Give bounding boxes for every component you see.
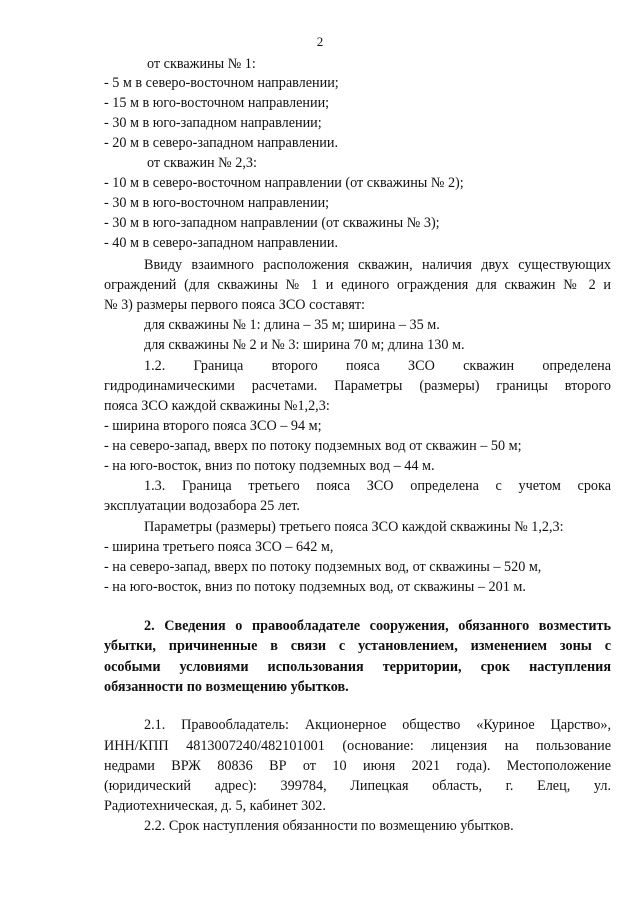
text-line: - 40 м в северо-западном направлении.: [104, 235, 339, 251]
text-line: эксплуатации водозабора 25 лет.: [104, 498, 300, 514]
text-line: (юридический адрес): 399784, Липецкая область, г. Елец, ул.: [104, 778, 611, 794]
text-line: пояса ЗСО каждой скважины №1,2,3:: [104, 398, 330, 414]
text-line: Параметры (размеры) третьего пояса ЗСО каждой скважины № 1,2,3:: [144, 519, 564, 535]
text-line: Радиотехническая, д. 5, кабинет 302.: [104, 798, 326, 814]
text-line: - 30 м в юго-восточном направлении;: [104, 195, 330, 211]
text-line: - 30 м в юго-западном направлении;: [104, 115, 322, 131]
text-line: - на северо-запад, вверх по потоку подземных вод, от скважины – 520 м,: [104, 559, 542, 575]
text-line: гидродинамическими расчетами. Параметры (размеры) границы второго: [104, 378, 611, 394]
text-line: - на юго-восток, вниз по потоку подземных вод – 44 м.: [104, 458, 435, 474]
text-line: - на юго-восток, вниз по потоку подземных вод, от скважины – 201 м.: [104, 579, 526, 595]
text-line: от скважины № 1:: [147, 56, 256, 72]
section-heading-line: убытки, причиненные в связи с установлением, изменением зоны с: [104, 638, 611, 654]
text-line: Ввиду взаимного расположения скважин, наличия двух существующих: [144, 257, 611, 273]
text-line: для скважины № 1: длина – 35 м; ширина – 35 м.: [144, 317, 440, 333]
text-line: 1.2. Граница второго пояса ЗСО скважин определена: [144, 358, 611, 374]
section-heading-line: особыми условиями использования территории, срок наступления: [104, 659, 611, 675]
text-line: ограждений (для скважины № 1 и единого ограждения для скважин № 2 и: [104, 277, 611, 293]
text-line: недрами ВРЖ 80836 ВР от 10 июня 2021 года). Местоположение: [104, 758, 611, 774]
text-line: - 15 м в юго-восточном направлении;: [104, 95, 330, 111]
text-line: для скважины № 2 и № 3: ширина 70 м; длина 130 м.: [144, 337, 465, 353]
section-heading-line: 2. Сведения о правообладателе сооружения, обязанного возместить: [144, 618, 611, 634]
text-line: - 10 м в северо-восточном направлении (от скважины № 2);: [104, 175, 464, 191]
text-line: ИНН/КПП 4813007240/482101001 (основание: лицензия на пользование: [104, 738, 611, 754]
text-line: 2.1. Правообладатель: Акционерное общество «Куриное Царство»,: [144, 717, 611, 733]
text-line: 2.2. Срок наступления обязанности по возмещению убытков.: [144, 818, 514, 834]
text-line: № 3) размеры первого пояса ЗСО составят:: [104, 297, 365, 313]
text-line: - на северо-запад, вверх по потоку подземных вод от скважин – 50 м;: [104, 438, 522, 454]
text-line: - ширина второго пояса ЗСО – 94 м;: [104, 418, 322, 434]
text-line: - 5 м в северо-восточном направлении;: [104, 75, 339, 91]
text-line: - 30 м в юго-западном направлении (от скважины № 3);: [104, 215, 440, 231]
text-line: - ширина третьего пояса ЗСО – 642 м,: [104, 539, 334, 555]
section-heading-line: обязанности по возмещению убытков.: [104, 679, 349, 695]
text-line: от скважин № 2,3:: [147, 155, 257, 171]
text-line: 1.3. Граница третьего пояса ЗСО определена с учетом срока: [144, 478, 611, 494]
page-number: 2: [316, 34, 324, 49]
text-line: - 20 м в северо-западном направлении.: [104, 135, 339, 151]
